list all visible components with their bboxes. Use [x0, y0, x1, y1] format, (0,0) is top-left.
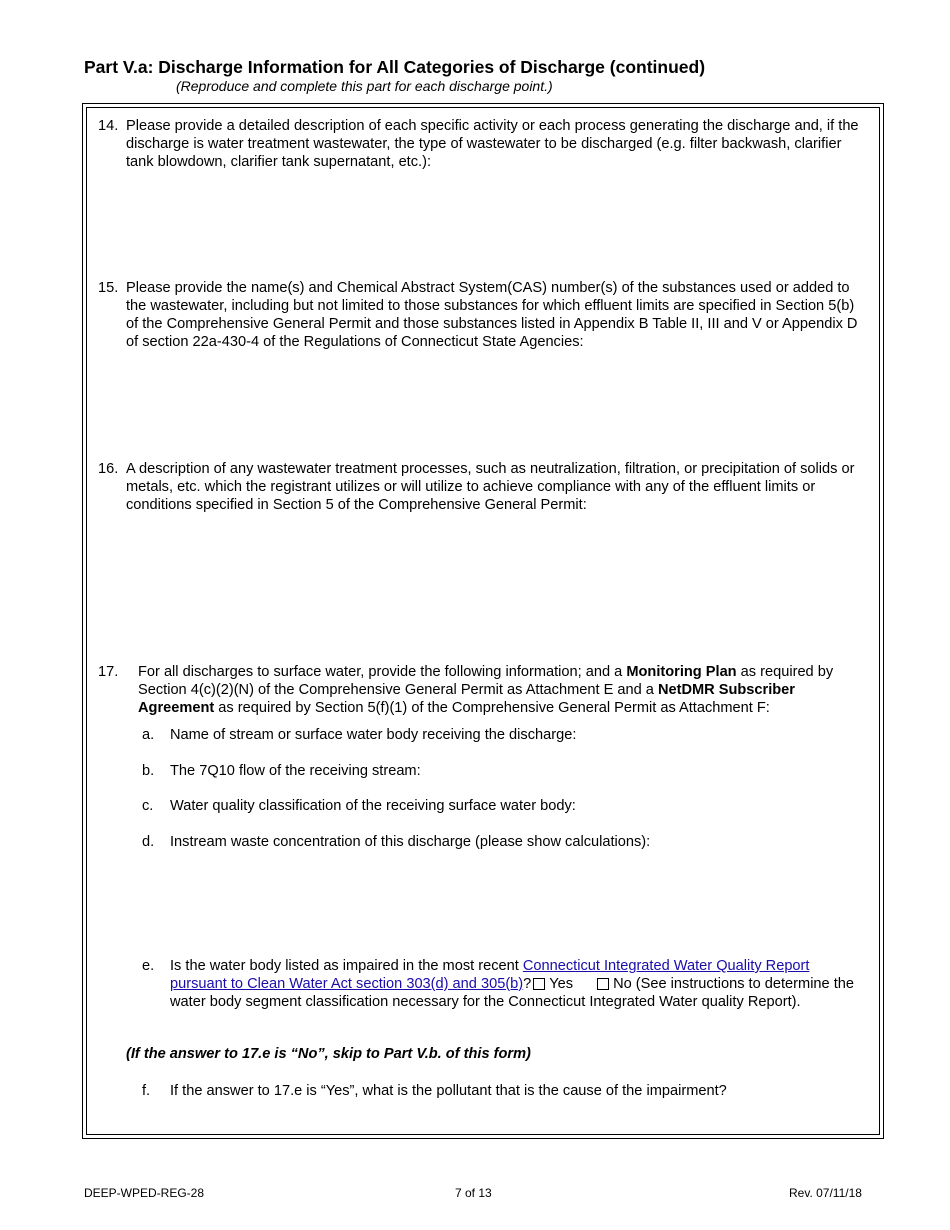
question-17b-text: The 7Q10 flow of the receiving stream:	[170, 763, 421, 779]
netdmr-agreement-label: NetDMR Subscriber Agreement	[138, 682, 795, 716]
yes-label: Yes	[549, 976, 574, 992]
question-17c-letter: c.	[142, 798, 154, 814]
question-14-answer-area[interactable]	[98, 175, 870, 275]
question-17c-text: Water quality classification of the receiving surface water body:	[170, 798, 576, 814]
question-17e-letter: e.	[142, 958, 155, 974]
question-17f-letter: f.	[142, 1083, 151, 1099]
question-14-text: Please provide a detailed description of each specific activity or each process generating the discharge and, if the discharge is water treatment wastewater, the type of wastewater to be discharged (e.g. filter backwash, clarifier tank blowdown, clarifier tank supernatant, etc.):	[126, 118, 859, 170]
question-15-answer-area[interactable]	[98, 355, 870, 455]
question-17-text	[138, 663, 864, 717]
no-label: No (See instructions to determine the water body segment classification necessary for the Connecticut Integrated Water quality Report).	[170, 976, 855, 1010]
footer-form-id: DEEP-WPED-REG-28	[84, 1186, 205, 1200]
question-17d-letter: d.	[142, 834, 155, 850]
no-checkbox[interactable]	[597, 978, 609, 990]
question-17d-answer-area[interactable]	[142, 855, 862, 950]
skip-instruction-note: (If the answer to 17.e is “No”, skip to Part V.b. of this form)	[126, 1046, 531, 1062]
question-17e-text	[170, 957, 860, 1011]
yes-checkbox[interactable]	[533, 978, 545, 990]
question-16-text: A description of any wastewater treatment processes, such as neutralization, filtration, or precipitation of solids or metals, etc. which the registrant utilizes or will utilize to achieve compliance with any of the effluent limits or conditions specified in Section 5 of the Comprehensive General Permit:	[126, 461, 855, 513]
question-17f-text: If the answer to 17.e is “Yes”, what is the pollutant that is the cause of the impairment?	[170, 1083, 727, 1099]
question-16-answer-area[interactable]	[98, 518, 870, 656]
question-15-number: 15.	[98, 280, 119, 296]
question-17a-text: Name of stream or surface water body receiving the discharge:	[170, 727, 577, 743]
question-17-text-part-3: as required by Section 5(f)(1) of the Comprehensive General Permit as Attachment F:	[214, 700, 770, 716]
question-17e-text-part-1: Is the water body listed as impaired in the most recent	[170, 958, 523, 974]
question-14-number: 14.	[98, 118, 119, 134]
monitoring-plan-label: Monitoring Plan	[626, 664, 737, 680]
page-subtitle: (Reproduce and complete this part for each discharge point.)	[176, 78, 553, 94]
footer-page-number: 7 of 13	[455, 1186, 492, 1200]
question-17b-letter: b.	[142, 763, 155, 779]
page-title: Part V.a: Discharge Information for All Categories of Discharge (continued)	[84, 57, 706, 77]
question-17-text-part-1: For all discharges to surface water, provide the following information; and a	[138, 664, 627, 680]
integrated-water-quality-report-link[interactable]: Connecticut Integrated Water Quality Report pursuant to Clean Water Act section 303(d) and 305(b)	[170, 958, 810, 992]
question-17-number: 17.	[98, 664, 119, 680]
question-16-number: 16.	[98, 461, 119, 477]
question-17e-question-mark: ?	[523, 976, 532, 992]
footer-revision: Rev. 07/11/18	[789, 1186, 862, 1200]
question-15-text: Please provide the name(s) and Chemical Abstract System(CAS) number(s) of the substances used or added to the wastewater, including but not limited to those substances for which effluent limits are specified in Section 5(b) of the Comprehensive General Permit and those substances listed in Appendix B Table II, III and V or Appendix D of section 22a-430-4 of the Regulations of Connecticut State Agencies:	[126, 280, 858, 350]
question-17a-letter: a.	[142, 727, 155, 743]
question-17d-text: Instream waste concentration of this discharge (please show calculations):	[170, 834, 651, 850]
question-17-text-part-2: as required by Section 4(c)(2)(N) of the Comprehensive General Permit as Attachment E and a	[138, 664, 834, 698]
